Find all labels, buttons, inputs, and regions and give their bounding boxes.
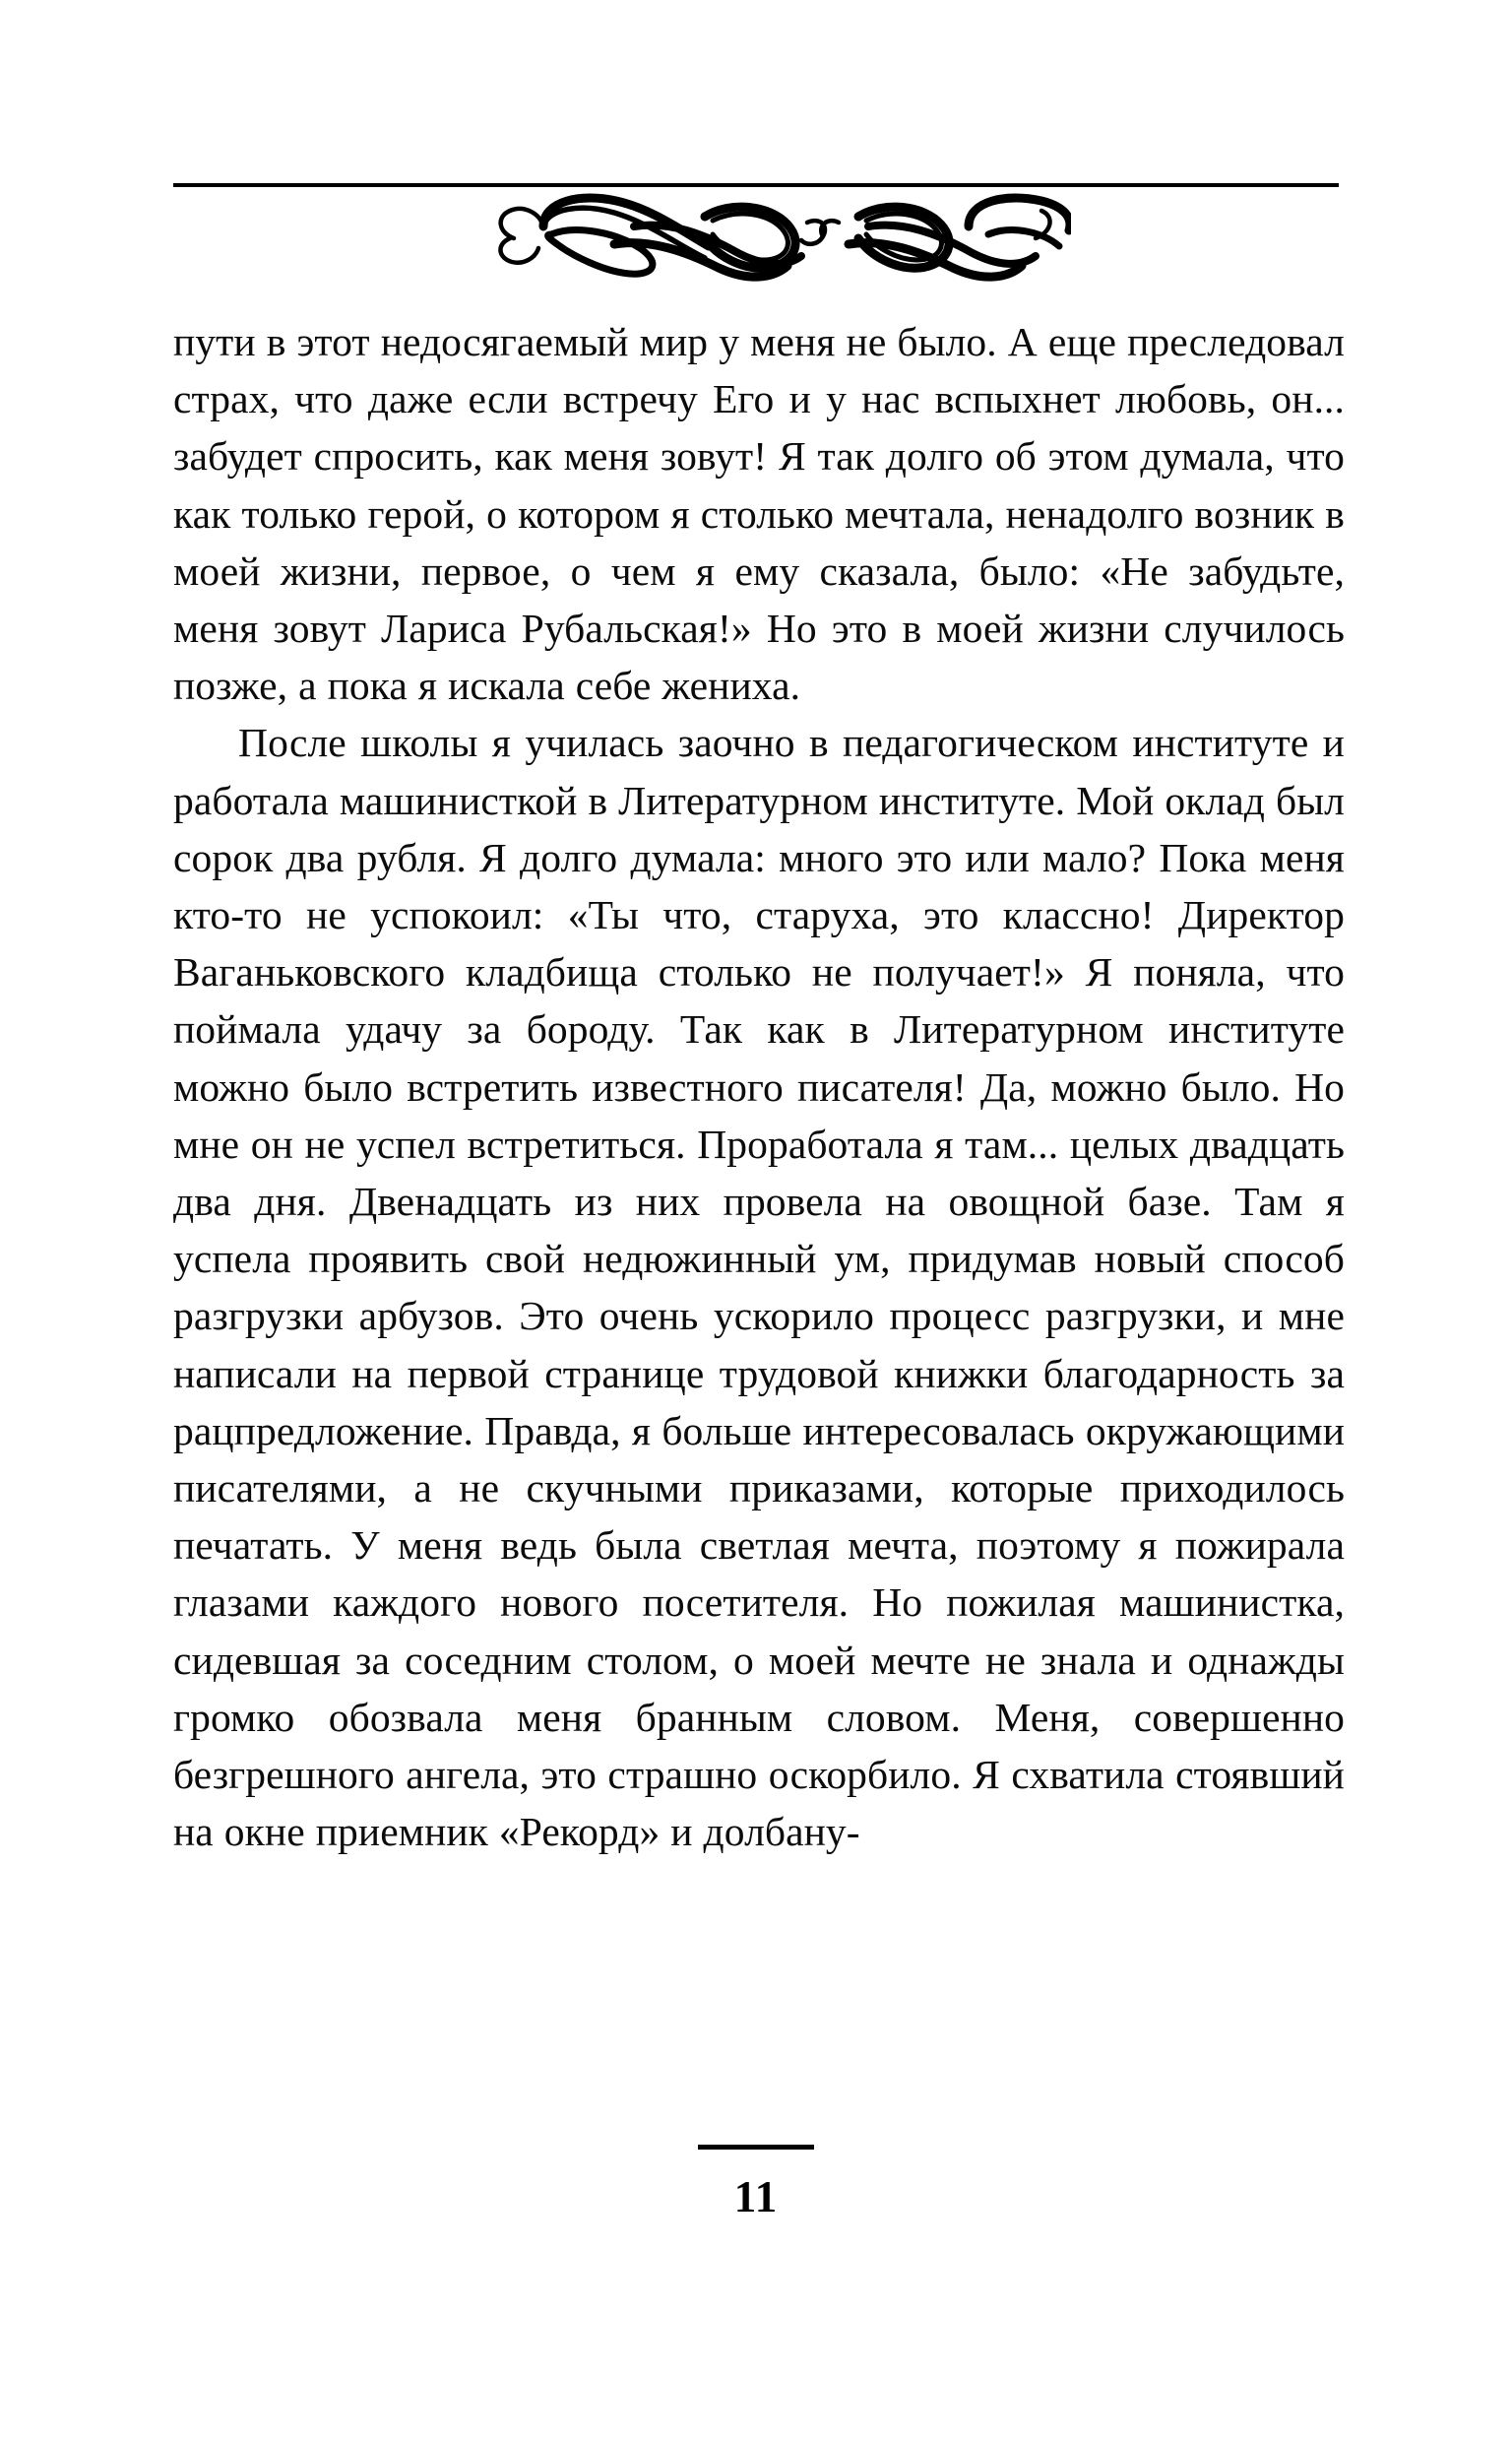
body-paragraph: После школы я училась заочно в педагогическом институте и работала машинисткой в Литературном институте. Мой оклад был сорок два рубля. Я долго думала: много это или мало? Пока меня кто-то не успокоил: «Ты что, старуха, это классно! Директор Ваганьковского кладбища столько не получает!» Я поняла, что поймала удачу за бороду. Так как в Литературном институте можно было встретить известного писателя! Да, можно было. Но мне он не успел встретиться. Проработала я там... целых двадцать два дня. Двенадцать из них провела на овощной базе. Там я успела проявить свой недюжинный ум, придумав новый способ разгрузки арбузов. Это очень ускорило процесс разгрузки, и мне написали на первой странице трудовой книжки благодарность за рацпредложение. Правда, я больше интересовалась окружающими писателями, а не скучными приказами, которые приходилось печатать. У меня ведь была светлая мечта, поэтому я пожирала глазами каждого нового посетителя. Но пожилая машинистка, сидевшая за соседним столом, о моей мечте не знала и однажды громко обозвала меня бранным словом. Меня, совершенно безгрешного ангела, это страшно оскорбило. Я схватила стоявший на окне приемник «Рекорд» и долбану- bbox=[173, 720, 1345, 1855]
page-body bbox=[173, 313, 1345, 1860]
body-paragraph: пути в этот недосягаемый мир у меня не было. А еще преследовал страх, что даже если встречу Его и у нас вспыхнет любовь, он... забудет спросить, как меня зовут! Я так долго об этом думала, что как только герой, о котором я столько мечтала, ненадолго возник в моей жизни, первое, о чем я ему сказала, было: «Не забудьте, меня зовут Лариса Рубальская!» Но это в моей жизни случилось позже, а пока я искала себе жениха. bbox=[173, 319, 1345, 709]
calligraphic-flourish-ornament bbox=[441, 187, 1071, 282]
page-number: 11 bbox=[733, 2172, 779, 2221]
page-footer bbox=[0, 2145, 1512, 2220]
page-header bbox=[173, 183, 1339, 291]
footer-horizontal-rule bbox=[698, 2145, 814, 2150]
